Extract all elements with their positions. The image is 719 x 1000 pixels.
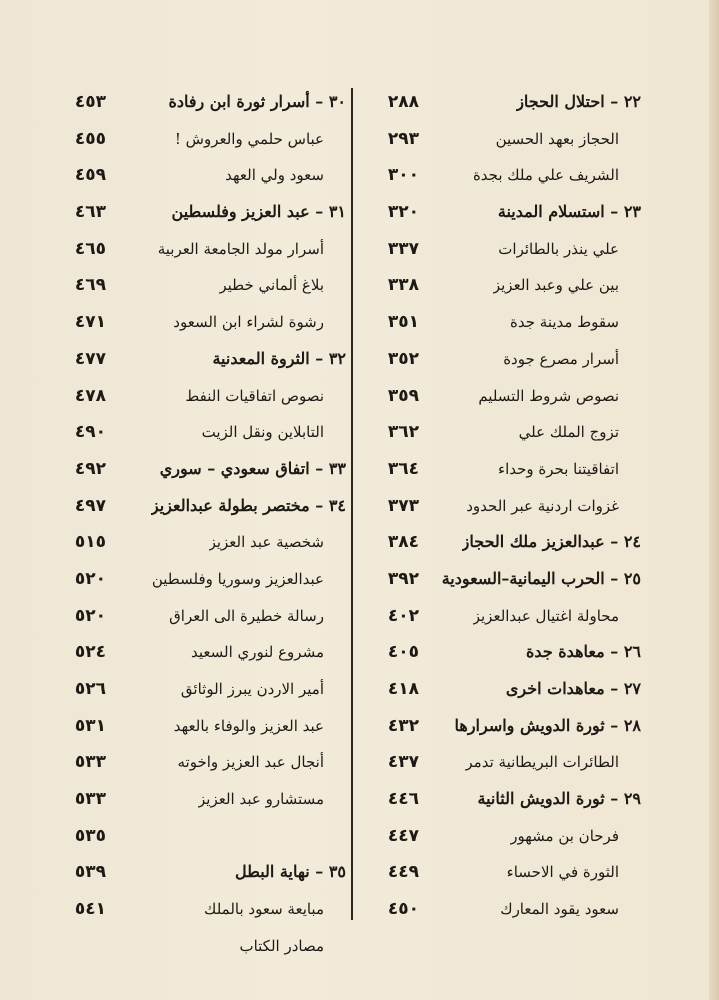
page-number: ٤٦٩	[74, 275, 106, 296]
section-title: الشريف علي ملك بجدة	[472, 166, 619, 185]
toc-entry	[56, 488, 346, 525]
page-number: ٥٣١	[74, 715, 106, 736]
section-title: مستشارو عبد العزيز	[198, 790, 324, 809]
page-number: ٤٣٧	[387, 752, 419, 773]
section-title: سعود ولي العهد	[225, 166, 324, 185]
column-divider	[351, 88, 353, 920]
toc-entry	[366, 781, 641, 818]
toc-entry	[366, 304, 641, 341]
chapter-title: ٢٩ – ثورة الدويش الثانية	[477, 789, 641, 809]
page-number: ٣٢٠	[387, 202, 419, 223]
section-title: علي ينذر بالطائرات	[498, 239, 619, 258]
page-number: ٤٦٥	[74, 238, 106, 259]
page-number: ٤٤٩	[387, 862, 419, 883]
section-title: التابلاين ونقل الزيت	[201, 423, 324, 442]
page-number: ٣٣٧	[387, 238, 419, 259]
page-number: ٥٢٦	[74, 679, 106, 699]
toc-entry	[56, 84, 346, 121]
page-number: ٣٩٢	[387, 568, 419, 589]
page-number: ٥٢٤	[74, 642, 106, 663]
toc-entry	[56, 854, 346, 891]
page-number: ٥١٥	[74, 532, 106, 553]
page-number: ٥٤١	[74, 899, 106, 920]
section-title: بلاغ ألماني خطير	[219, 276, 324, 295]
section-title: نصوص اتفاقيات النفط	[185, 386, 324, 405]
section-title: رسالة خطيرة الى العراق	[169, 606, 324, 625]
page-number: ٣٣٨	[387, 275, 419, 296]
section-title: الحجاز بعهد الحسين	[495, 129, 619, 148]
page-number: ٤٤٧	[387, 825, 419, 846]
section-title: الثورة في الاحساء	[506, 863, 619, 882]
page-number: ٤٥٣	[74, 92, 106, 112]
section-title: نصوص شروط التسليم	[478, 386, 619, 405]
page-number: ٣٥١	[387, 312, 419, 333]
toc-entry	[56, 598, 346, 635]
page-number: ٣٨٤	[387, 532, 419, 553]
toc-entry	[56, 928, 346, 965]
page-number: ٣٥٩	[387, 385, 419, 406]
section-title: أمير الاردن يبرز الوثائق	[180, 680, 324, 698]
toc-entry	[366, 524, 641, 561]
toc-entry	[366, 818, 641, 855]
toc-entry	[366, 341, 641, 378]
page-spine	[709, 0, 719, 1000]
page-number: ٤٧١	[74, 312, 106, 333]
toc-entry	[366, 891, 641, 928]
page-number: ٤٥٥	[74, 128, 106, 149]
section-title: عبد العزيز والوفاء بالعهد	[173, 716, 324, 735]
page-number: ٤٦٣	[74, 202, 106, 223]
toc-left-column	[56, 84, 346, 965]
toc-entry	[366, 854, 641, 891]
page-number: ٥٣٥	[74, 825, 106, 846]
toc-entry	[366, 121, 641, 158]
page-number: ٤٩٧	[74, 495, 106, 516]
toc-entry	[56, 708, 346, 745]
section-title: فرحان بن مشهور	[510, 826, 619, 845]
section-title: الطائرات البريطانية تدمر	[465, 753, 619, 772]
chapter-title: ٣٢ – الثروة المعدنية	[212, 348, 346, 368]
chapter-title: ٢٢ – احتلال الحجاز	[516, 92, 641, 111]
page-number: ٣٥٢	[387, 348, 419, 369]
page-number: ٤٣٢	[387, 715, 419, 736]
chapter-title: ٢٤ – عبدالعزيز ملك الحجاز	[461, 532, 641, 552]
chapter-title: ٢٦ – معاهدة جدة	[526, 642, 641, 662]
toc-entry	[56, 451, 346, 488]
chapter-title: ٢٧ – معاهدات اخرى	[505, 679, 641, 698]
page-number: ٥٣٣	[74, 789, 106, 810]
chapter-title: ٣٤ – مختصر بطولة عبدالعزيز	[150, 495, 346, 515]
toc-entry	[56, 341, 346, 378]
section-title: مصادر الكتاب	[239, 936, 324, 955]
toc-entry	[366, 414, 641, 451]
page-number: ٤٧٧	[74, 348, 106, 369]
toc-entry	[366, 84, 641, 121]
toc-entry	[366, 488, 641, 525]
toc-entry	[56, 231, 346, 268]
page-number: ٥٢٠	[74, 568, 106, 589]
chapter-title: ٣٠ – أسرار ثورة ابن رفادة	[168, 92, 346, 111]
toc-entry	[56, 561, 346, 598]
toc-entry	[366, 634, 641, 671]
section-title: شخصية عبد العزيز	[208, 533, 324, 552]
toc-entry	[56, 378, 346, 415]
toc-entry	[366, 157, 641, 194]
section-title: أسرار مصرع جودة	[503, 349, 619, 368]
chapter-title: ٣٥ – نهاية البطل	[234, 862, 346, 882]
section-title: مشروع لنوري السعيد	[190, 643, 324, 662]
page-number: ٤٥٠	[387, 899, 419, 920]
page-number: ٤٩٠	[74, 422, 106, 443]
page-number: ٤٧٨	[74, 385, 106, 406]
toc-entry	[366, 671, 641, 708]
section-title: عباس حلمي والعروش !	[174, 129, 324, 148]
page-number: ٣٦٤	[387, 458, 419, 479]
toc-entry	[366, 561, 641, 598]
page-number: ٥٣٩	[74, 862, 106, 883]
page-number: ٤٩٢	[74, 458, 106, 479]
toc-entry	[56, 781, 346, 818]
section-title: سعود يقود المعارك	[500, 900, 619, 919]
chapter-title: ٣٣ – اتفاق سعودي – سوري	[159, 458, 346, 478]
toc-entry	[366, 451, 641, 488]
section-title: سقوط مدينة جدة	[510, 313, 619, 332]
page-number: ٣٠٠	[387, 165, 419, 186]
page-number: ٥٢٠	[74, 605, 106, 626]
page-number: ٤٠٥	[387, 642, 419, 663]
toc-entry	[56, 414, 346, 451]
section-title: مبايعة سعود بالملك	[204, 900, 324, 919]
page-number: ٤٥٩	[74, 165, 106, 186]
page-number: ٤٤٦	[387, 789, 419, 810]
chapter-title: ٢٨ – ثورة الدويش واسرارها	[454, 715, 641, 735]
toc-entry	[366, 708, 641, 745]
toc-entry	[56, 524, 346, 561]
toc-entry	[56, 304, 346, 341]
page-number: ٥٣٣	[74, 752, 106, 773]
toc-entry	[56, 157, 346, 194]
chapter-title: ٢٣ – استسلام المدينة	[497, 202, 641, 222]
page-number: ٣٦٢	[387, 422, 419, 443]
section-title: غزوات اردنية عبر الحدود	[466, 496, 619, 515]
page-number: ٤٠٢	[387, 605, 419, 626]
section-title: اتفاقيتنا بحرة وحداء	[498, 459, 619, 478]
page-number: ٢٨٨	[387, 92, 419, 112]
toc-right-column	[366, 84, 641, 928]
toc-entry	[366, 598, 641, 635]
section-title: رشوة لشراء ابن السعود	[173, 313, 324, 332]
page-number: ٢٩٣	[387, 128, 419, 149]
toc-entry	[366, 194, 641, 231]
toc-entry	[366, 267, 641, 304]
section-title: بين علي وعبد العزيز	[492, 276, 619, 295]
toc-entry	[56, 744, 346, 781]
toc-entry	[366, 744, 641, 781]
section-title: أسرار مولد الجامعة العربية	[157, 239, 324, 258]
page-number: ٤١٨	[387, 679, 419, 699]
chapter-title: ٢٥ – الحرب اليمانية–السعودية	[441, 568, 641, 588]
toc-entry	[56, 671, 346, 708]
section-title: محاولة اغتيال عبدالعزيز	[472, 606, 619, 625]
toc-entry	[56, 194, 346, 231]
section-title: عبدالعزيز وسوريا وفلسطين	[151, 569, 324, 588]
chapter-title: ٣١ – عبد العزيز وفلسطين	[171, 202, 346, 222]
section-title: تزوج الملك علي	[518, 423, 619, 442]
toc-entry	[56, 267, 346, 304]
toc-entry	[56, 121, 346, 158]
section-title: أنجال عبد العزيز واخوته	[177, 753, 324, 772]
toc-entry	[366, 231, 641, 268]
toc-entry	[56, 891, 346, 928]
toc-entry	[56, 818, 346, 855]
toc-entry	[56, 634, 346, 671]
page-number: ٣٧٣	[387, 495, 419, 516]
toc-entry	[366, 378, 641, 415]
